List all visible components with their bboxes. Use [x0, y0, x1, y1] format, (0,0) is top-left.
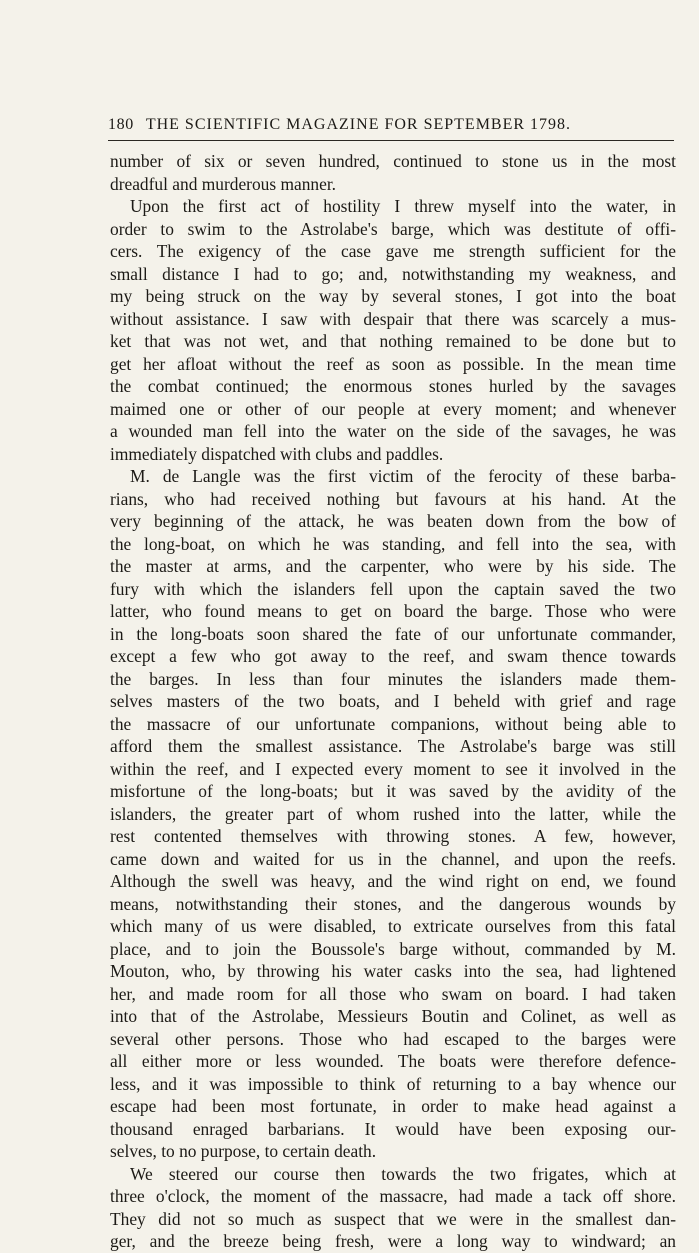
- text-line: without assistance. I saw with despair that there was scarcely a mus-: [110, 308, 676, 329]
- text-line: immediately dispatched with clubs and paddles.: [110, 443, 444, 464]
- text-line: They did not so much as suspect that we were in the smallest dan-: [110, 1208, 676, 1229]
- text-line: small distance I had to go; and, notwithstanding my weakness, and: [110, 263, 676, 284]
- text-line: latter, who found means to get on board the barge. Those who were: [110, 601, 676, 621]
- text-line: into that of the Astrolabe, Messieurs Boutin and Colinet, as well as: [110, 1006, 676, 1026]
- text-line: less, and it was impossible to think of returning to a bay whence our: [110, 1073, 676, 1094]
- text-line: came down and waited for us in the channel, and upon the reefs.: [110, 848, 676, 869]
- text-line: which many of us were disabled, to extricate ourselves from this fatal: [110, 916, 676, 936]
- text-line: three o'clock, the moment of the massacre, had made a tack off shore.: [110, 1186, 676, 1206]
- text-line: within the reef, and I expected every moment to see it involved in the: [110, 758, 676, 779]
- article-text: [110, 150, 676, 1253]
- text-line: afford them the smallest assistance. The Astrolabe's barge was still: [110, 736, 676, 756]
- page-number: 180: [108, 116, 134, 133]
- text-line: ger, and the breeze being fresh, were a long way to windward; an: [110, 1231, 676, 1251]
- text-line: place, and to join the Boussole's barge without, commanded by M.: [110, 938, 676, 959]
- text-line: maimed one or other of our people at every moment; and whenever: [110, 398, 676, 419]
- text-line: order to swim to the Astrolabe's barge, which was destitute of offi-: [110, 218, 676, 239]
- text-line: the massacre of our unfortunate companions, without being able to: [110, 713, 676, 734]
- text-line: dreadful and murderous manner.: [110, 173, 337, 194]
- text-line: her, and made room for all those who swam on board. I had taken: [110, 983, 676, 1004]
- header-rule: [108, 140, 674, 141]
- text-line: escape had been most fortunate, in order to make head against a: [110, 1096, 676, 1116]
- text-line: selves, to no purpose, to certain death.: [110, 1141, 377, 1161]
- running-head-title: THE SCIENTIFIC MAGAZINE FOR SEPTEMBER 1798.: [145, 116, 572, 133]
- text-line: rest contented themselves with throwing stones. A few, however,: [110, 826, 676, 846]
- text-line: thousand enraged barbarians. It would have been exposing our-: [110, 1118, 676, 1139]
- text-line: get her afloat without the reef as soon as possible. In the mean time: [110, 353, 676, 374]
- text-line: rians, who had received nothing but favours at his hand. At the: [110, 488, 676, 509]
- text-line: islanders, the greater part of whom rushed into the latter, while the: [110, 803, 676, 824]
- text-line: fury with which the islanders fell upon the captain saved the two: [110, 578, 676, 599]
- text-line: in the long-boats soon shared the fate of our unfortunate commander,: [110, 623, 676, 644]
- text-line: means, notwithstanding their stones, and the dangerous wounds by: [110, 893, 676, 914]
- text-line: my being struck on the way by several stones, I got into the boat: [110, 286, 676, 306]
- text-line: the master at arms, and the carpenter, who were by his side. The: [110, 556, 676, 576]
- text-line: Mouton, who, by throwing his water casks into the sea, had lightened: [110, 961, 676, 981]
- text-line: the long-boat, on which he was standing, and fell into the sea, with: [110, 533, 676, 554]
- text-line: selves masters of the two boats, and I beheld with grief and rage: [110, 691, 676, 711]
- running-head: [108, 116, 674, 138]
- text-line: cers. The exigency of the case gave me strength sufficient for the: [110, 241, 676, 261]
- text-line: Although the swell was heavy, and the wind right on end, we found: [110, 871, 676, 891]
- paragraph-first-line: We steered our course then towards the two frigates, which at: [130, 1163, 676, 1184]
- text-line: the combat continued; the enormous stones hurled by the savages: [110, 376, 676, 396]
- text-line: ket that was not wet, and that nothing remained to be done but to: [110, 331, 676, 351]
- text-line: the barges. In less than four minutes the islanders made them-: [110, 668, 676, 689]
- text-line: very beginning of the attack, he was beaten down from the bow of: [110, 511, 676, 531]
- paragraph-first-line: M. de Langle was the first victim of the ferocity of these barba-: [130, 466, 676, 486]
- text-line: several other persons. Those who had escaped to the barges were: [110, 1028, 676, 1049]
- paragraph-first-line: Upon the first act of hostility I threw myself into the water, in: [130, 196, 676, 216]
- text-line: misfortune of the long-boats; but it was saved by the avidity of the: [110, 781, 676, 801]
- text-line: number of six or seven hundred, continued to stone us in the most: [110, 151, 676, 171]
- text-line: all either more or less wounded. The boats were therefore defence-: [110, 1051, 676, 1071]
- text-line: except a few who got away to the reef, and swam thence towards: [110, 646, 676, 666]
- text-line: a wounded man fell into the water on the side of the savages, he was: [110, 421, 676, 441]
